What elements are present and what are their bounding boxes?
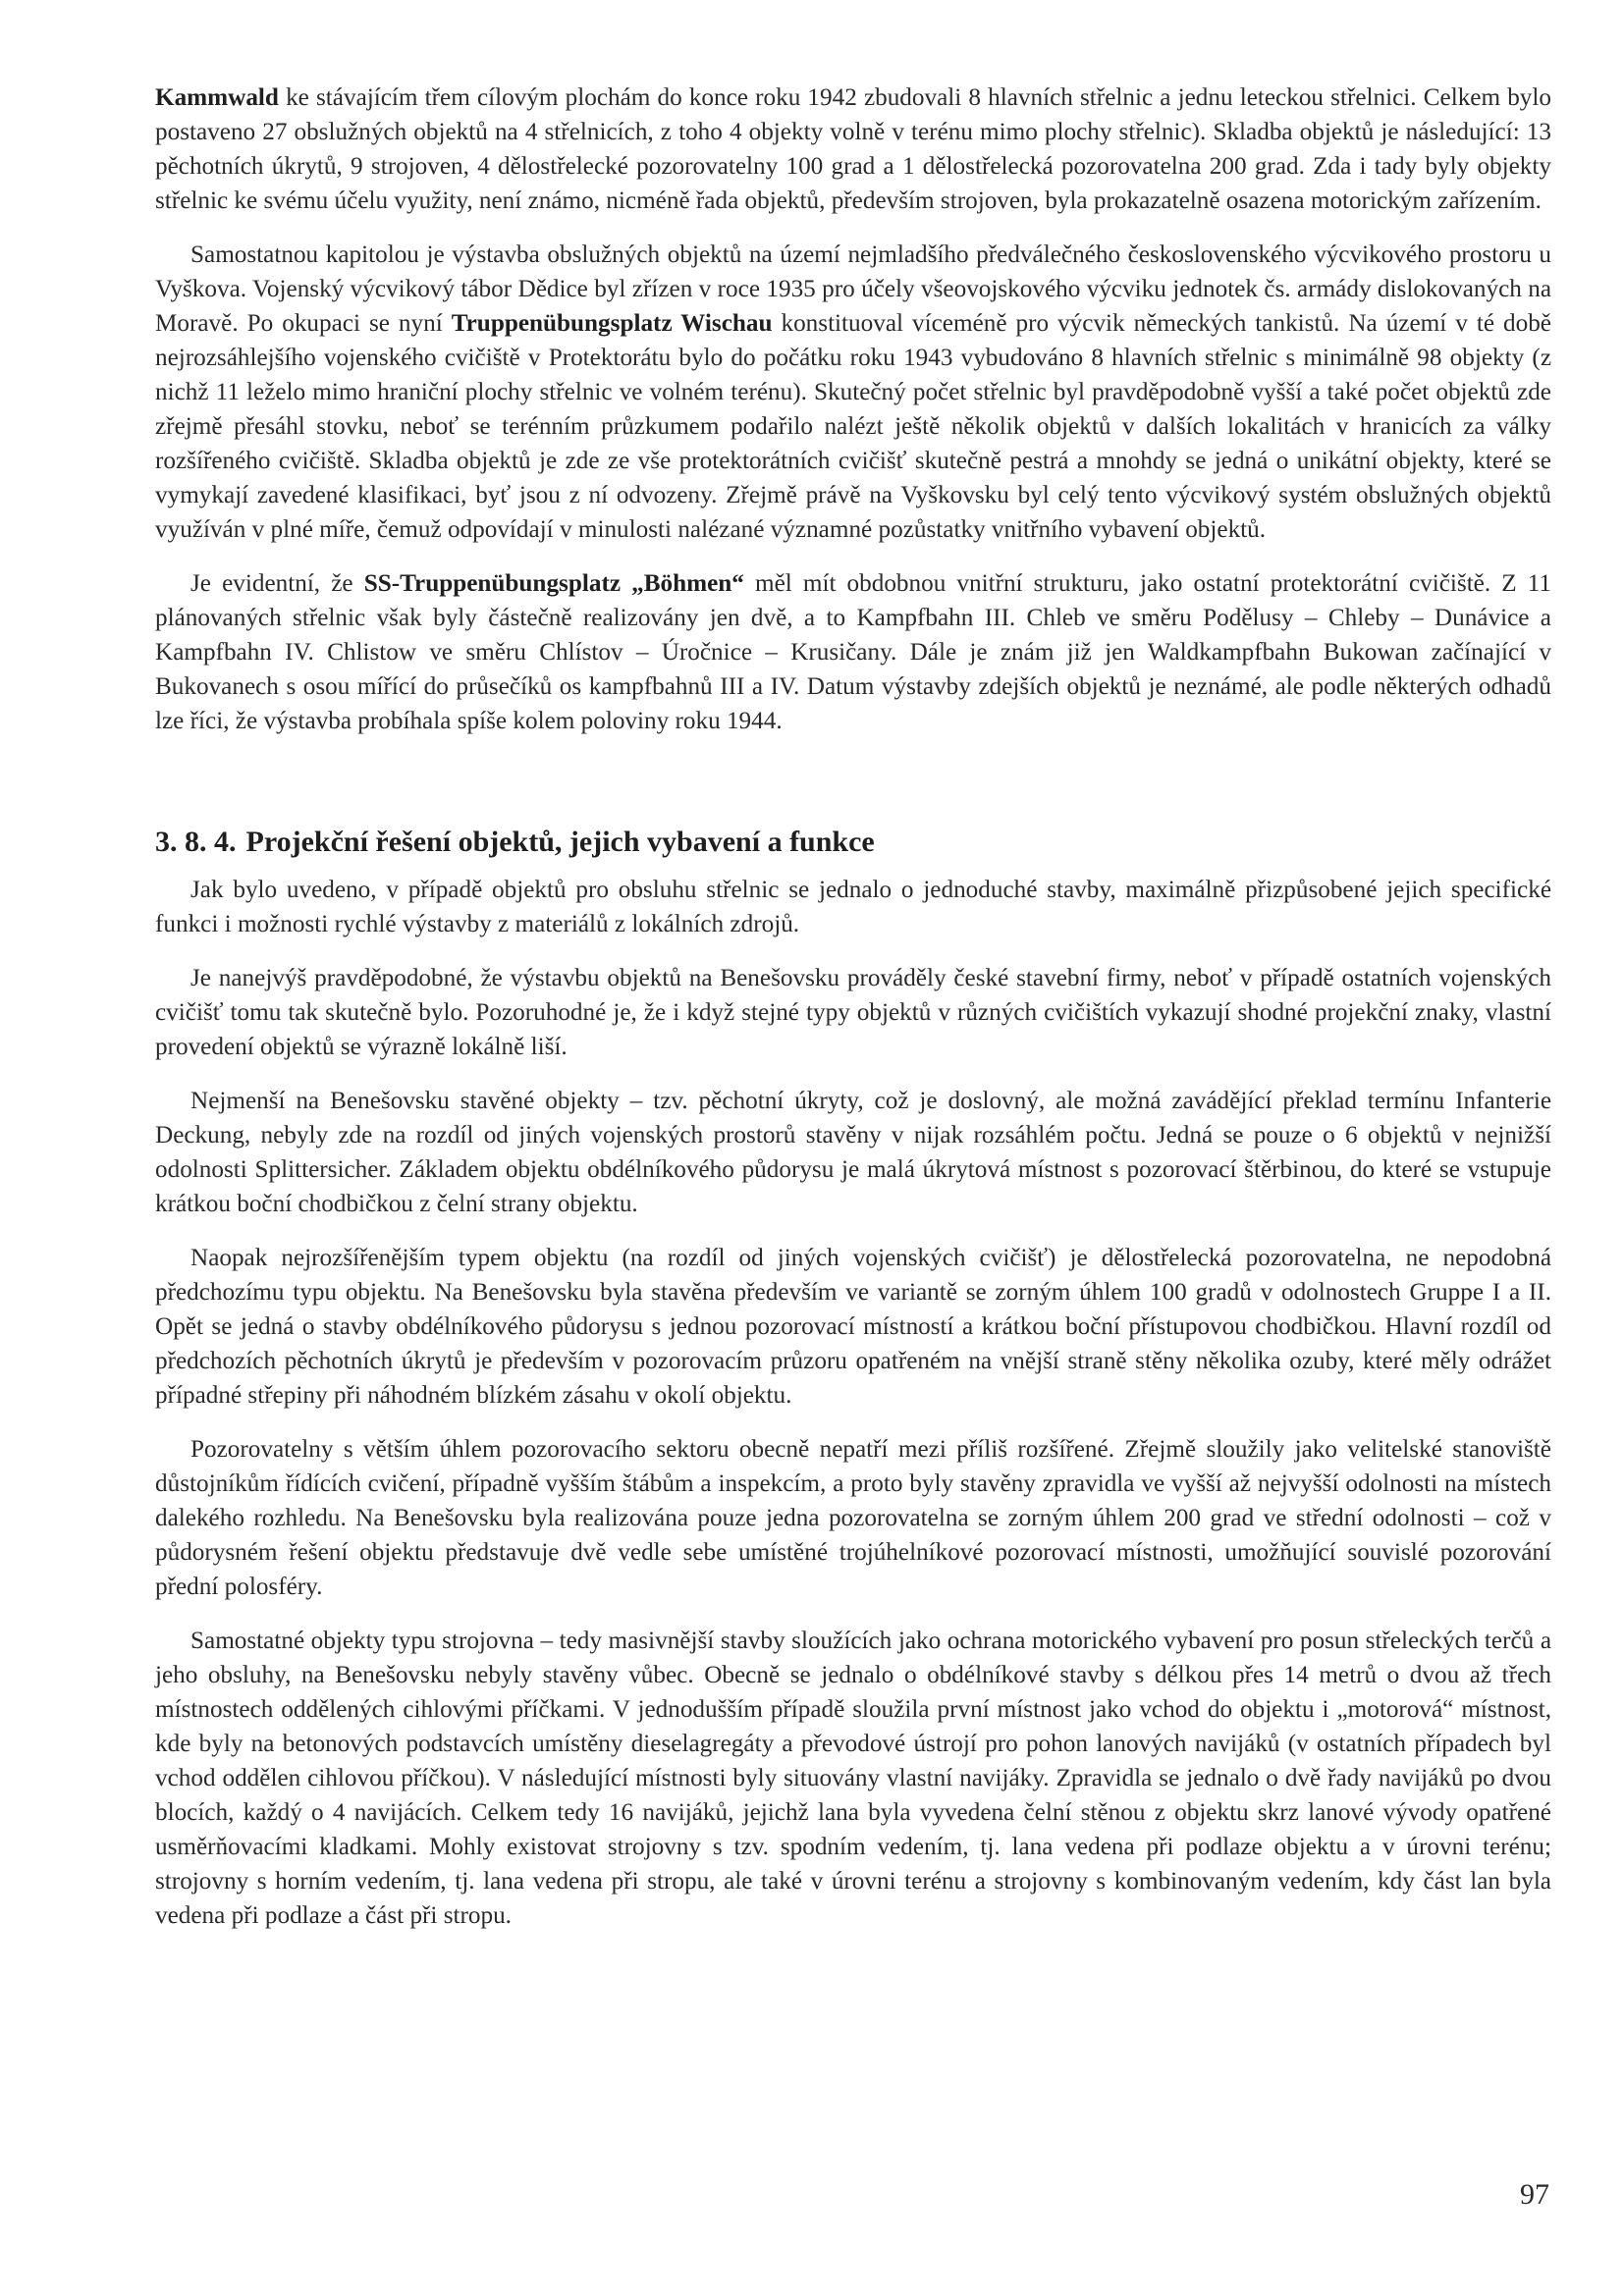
- bold-term-kammwald: Kammwald: [155, 84, 279, 111]
- paragraph-kammwald: [155, 80, 1551, 218]
- bold-term-wischau: Truppenübungsplatz Wischau: [451, 310, 773, 337]
- paragraph: Naopak nejrozšířenějším typem objektu (na rozdíl od jiných vojenských cvičišť) je dělostřelecká pozorovatelna, ne nepodobná předchozímu typu objektu. Na Benešovsku byla stavěna především ve variantě se zorným úhlem 100 gradů v odolnostech Gruppe I a II. Opět se jedná o stavby obdélníkového půdorysu s jednou pozorovací místností a krátkou boční přístupovou chodbičkou. Hlavní rozdíl od předchozích pěchotních úkrytů je především v pozorovacím průzoru opatřeném na vnější straně stěny několika ozuby, které měly odrážet případné střepiny při náhodném blízkém zásahu v okolí objektu.: [155, 1245, 1551, 1409]
- paragraph: Nejmenší na Benešovsku stavěné objekty – tzv. pěchotní úkryty, což je doslovný, ale možná zavádějící překlad termínu Infanterie Deckung, nebyly zde na rozdíl od jiných vojenských prostorů stavěny v nijak rozsáhlém počtu. Jedná se pouze o 6 objektů v nejnižší odolnosti Splittersicher. Základem objektu obdélníkového půdorysu je malá úkrytová místnost s pozorovací štěrbinou, do které se vstupuje krátkou boční chodbičkou z čelní strany objektu.: [155, 1088, 1551, 1217]
- paragraph: Jak bylo uvedeno, v případě objektů pro obsluhu střelnic se jednalo o jednoduché stavby, maximálně přizpůsobené jejich specifické funkci i možnosti rychlé výstavby z materiálů z lokálních zdrojů.: [155, 877, 1551, 937]
- section-title: Projekční řešení objektů, jejich vybavení a funkce: [245, 826, 875, 858]
- paragraph-text: ke stávajícím třem cílovým plochám do konce roku 1942 zbudovali 8 hlavních střelnic a jednu leteckou střelnici. Celkem bylo postaveno 27 obslužných objektů na 4 střelnicích, z toho 4 objekty volně v terénu mimo plochy střelnic). Skladba objektů je následující: 13 pěchotních úkrytů, 9 strojoven, 4 dělostřelecké pozorovatelny 100 grad a 1 dělostřelecká pozorovatelna 200 grad. Zda i tady byly objekty střelnic ke svému účelu využity, není známo, nicméně řada objektů, především strojoven, byla prokazatelně osazena motorickým zařízením.: [155, 84, 1551, 214]
- page-content: [155, 80, 1551, 1952]
- paragraph: Pozorovatelny s větším úhlem pozorovacího sektoru obecně nepatří mezi příliš rozšířené. Zřejmě sloužily jako velitelské stanoviště důstojníkům řídících cvičení, případně vyšším štábům a inspekcím, a proto byly stavěny zpravidla ve vyšší až nejvyšší odolnosti na místech dalekého rozhledu. Na Benešovsku byla realizována pouze jedna pozorovatelna se zorným úhlem 200 grad ve střední odolnosti – což v půdorysném řešení objektu představuje dvě vedle sebe umístěné trojúhelníkové pozorovací místnosti, umožňující souvislé pozorování přední polosféry.: [155, 1436, 1551, 1600]
- paragraph: Samostatné objekty typu strojovna – tedy masivnější stavby sloužících jako ochrana motorického vybavení pro posun střeleckých terčů a jeho obsluhy, na Benešovsku nebyly stavěny vůbec. Obecně se jednalo o obdélníkové stavby s délkou přes 14 metrů o dvou až třech místnostech oddělených cihlovými příčkami. V jednodušším případě sloužila první místnost jako vchod do objektu i „motorová“ místnost, kde byly na betonových podstavcích umístěny dieselagregáty a převodové ústrojí pro pohon lanových navijáků (v ostatních případech byl vchod oddělen cihlovou příčkou). V následující místnosti byly situovány vlastní navijáky. Zpravidla se jednalo o dvě řady navijáků po dvou blocích, každý o 4 navijácích. Celkem tedy 16 navijáků, jejichž lana byla vyvedena čelní stěnou z objektu skrz lanové vývody opatřené usměrňovacími kladkami. Mohly existovat strojovny s tzv. spodním vedením, tj. lana vedena při podlaze objektu a v úrovni terénu; strojovny s horním vedením, tj. lana vedena při stropu, ale také v úrovni terénu a strojovny s kombinovaným vedením, kdy část lan byla vedena při podlaze a část při stropu.: [155, 1628, 1551, 1929]
- paragraph-text: Samostatnou kapitolou je výstavba obslužných objektů na území nejmladšího předválečného československého výcvikového prostoru u Vyškova. Vojenský výcvikový tábor Dědice byl zřízen v roce 1935 pro účely všeovojskového výcviku jednotek čs. armády dislokovaných na Moravě. Po okupaci se nyní: [155, 241, 1551, 337]
- paragraph-text: konstituoval víceméně pro výcvik německých tankistů. Na území v té době nejrozsáhlejšího vojenského cvičiště v Protektorátu bylo do počátku roku 1943 vybudováno 8 hlavních střelnic s minimálně 98 objekty (z nichž 11 leželo mimo hraniční plochy střelnic ve volném terénu). Skutečný počet střelnic byl pravděpodobně vyšší a také počet objektů zde zřejmě přesáhl stovku, neboť se terénním průzkumem podařilo nalézt ještě několik objektů v dalších lokalitách v hranicích za války rozšířeného cvičiště. Skladba objektů je zde ze vše protektorátních cvičišť skutečně pestrá a mnohdy se jedná o unikátní objekty, které se vymykají zavedené klasifikaci, byť jsou z ní odvozeny. Zřejmě právě na Vyškovsku byl celý tento výcvikový systém obslužných objektů využíván v plné míře, čemuž odpovídají v minulosti nalézané významné pozůstatky vnitřního vybavení objektů.: [155, 310, 1551, 543]
- paragraph-vyskov: [155, 238, 1551, 547]
- page-number: 97: [1520, 2178, 1549, 2211]
- paragraph-bohmen: [155, 566, 1551, 738]
- paragraph: Je nanejvýš pravděpodobné, že výstavbu objektů na Benešovsku prováděly české stavební firmy, neboť v případě ostatních vojenských cvičišť tomu tak skutečně bylo. Pozoruhodné je, že i když stejné typy objektů v různých cvičištích vykazují shodné projekční znaky, vlastní provedení objektů se výrazně lokálně liší.: [155, 965, 1551, 1060]
- paragraph-text: Je evidentní, že: [190, 570, 364, 597]
- paragraph-text: měl mít obdobnou vnitřní strukturu, jako ostatní protektorátní cvičiště. Z 11 plánovaných střelnic však byly částečně realizovány jen dvě, a to Kampfbahn III. Chleb ve směru Podělusy – Chleby – Dunávice a Kampfbahn IV. Chlistow ve směru Chlístov – Úročnice – Krusičany. Dále je znám již jen Waldkampfbahn Bukowan začínající v Bukovanech s osou mířící do průsečíků os kampfbahnů III a IV. Datum výstavby zdejších objektů je neznámé, ale podle některých odhadů lze říci, že výstavba probíhala spíše kolem poloviny roku 1944.: [155, 570, 1552, 734]
- section-number: 3. 8. 4.: [155, 826, 237, 858]
- section-heading: [155, 825, 1551, 860]
- bold-term-bohmen: SS-Truppenübungsplatz „Böhmen“: [363, 570, 744, 597]
